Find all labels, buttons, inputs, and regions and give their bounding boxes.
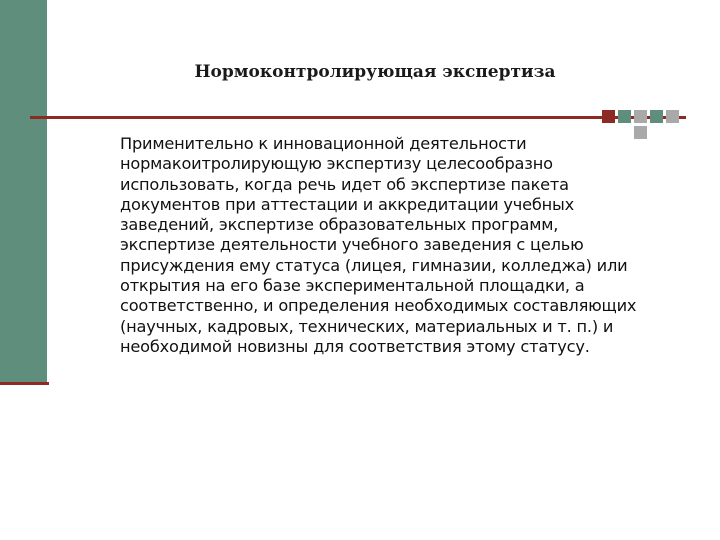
decor-square-green [618,110,631,123]
left-accent-bar [0,0,47,382]
decor-square-gray [634,110,647,123]
decor-square-red [602,110,615,123]
body-paragraph [104,134,704,357]
slide-title: Нормоконтролирующая экспертиза [194,62,556,82]
body-line: документов при аттестации и аккредитации учебных [120,194,575,214]
body-line: соответственно, и определения необходимых составляющих [120,296,637,316]
left-accent-underline [0,382,49,385]
body-line: нормакоитролирующую экспертизу целесообразно [120,154,553,174]
body-line: открытия на его базе экспериментальной площадки, а [120,276,585,296]
body-line: Применительно к инновационной деятельности [120,134,527,153]
body-line: необходимой новизны для соответствия этому статусу. [120,336,590,356]
body-line: присуждения ему статуса (лицея, гимназии, колледжа) или [120,255,628,275]
body-line: экспертизе деятельности учебного заведения с целью [120,235,584,255]
body-line: (научных, кадровых, технических, материальных и т. п.) и [120,316,614,336]
decor-square-green [650,110,663,123]
decor-square-gray [666,110,679,123]
body-line: использовать, когда речь идет об экспертизе пакета [120,174,569,194]
title-divider [30,116,686,119]
body-line: заведений, экспертизе образовательных программ, [120,215,559,235]
